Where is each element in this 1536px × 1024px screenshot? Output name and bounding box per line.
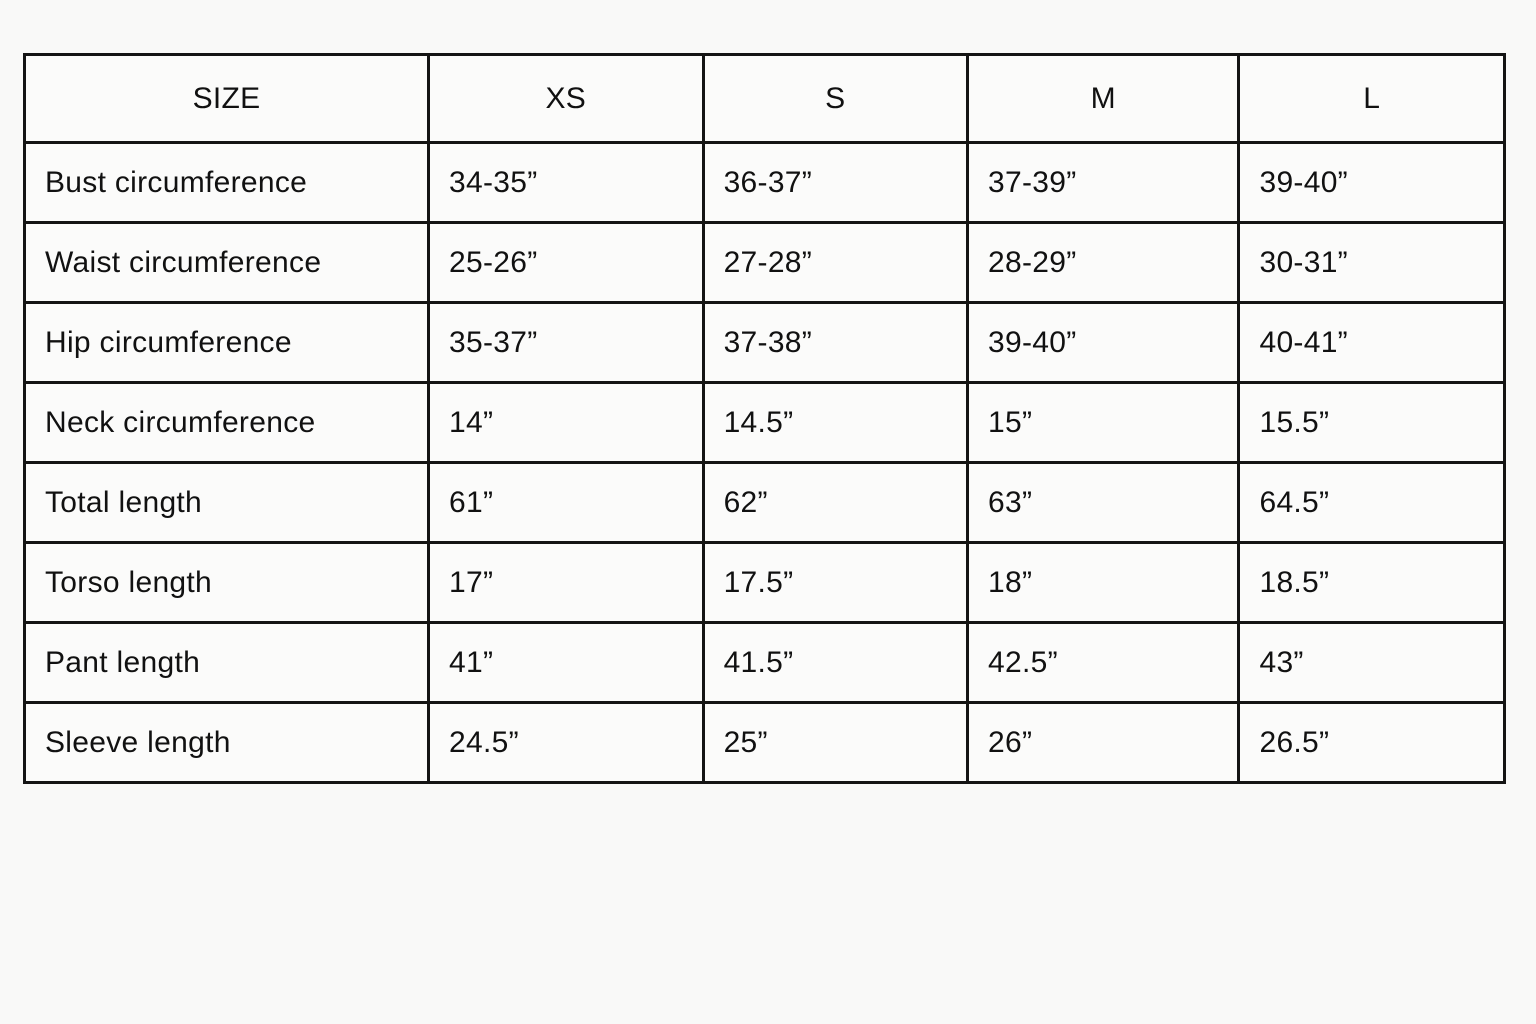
row-label: Bust circumference bbox=[25, 143, 429, 223]
row-label: Hip circumference bbox=[25, 303, 429, 383]
size-value-cell: 26” bbox=[968, 703, 1239, 783]
table-row bbox=[25, 703, 1505, 783]
header-row bbox=[25, 55, 1505, 143]
size-value-cell: 64.5” bbox=[1239, 463, 1505, 543]
size-value-cell: 18.5” bbox=[1239, 543, 1505, 623]
size-value-cell: 37-39” bbox=[968, 143, 1239, 223]
size-value-cell: 35-37” bbox=[429, 303, 704, 383]
size-value-cell: 36-37” bbox=[703, 143, 967, 223]
size-value-cell: 14.5” bbox=[703, 383, 967, 463]
size-value-cell: 18” bbox=[968, 543, 1239, 623]
table-row bbox=[25, 143, 1505, 223]
column-header-m: M bbox=[968, 55, 1239, 143]
size-value-cell: 25-26” bbox=[429, 223, 704, 303]
size-value-cell: 27-28” bbox=[703, 223, 967, 303]
size-value-cell: 61” bbox=[429, 463, 704, 543]
table-row bbox=[25, 303, 1505, 383]
row-label: Neck circumference bbox=[25, 383, 429, 463]
size-value-cell: 24.5” bbox=[429, 703, 704, 783]
size-value-cell: 63” bbox=[968, 463, 1239, 543]
row-label: Sleeve length bbox=[25, 703, 429, 783]
size-value-cell: 37-38” bbox=[703, 303, 967, 383]
size-value-cell: 62” bbox=[703, 463, 967, 543]
size-value-cell: 40-41” bbox=[1239, 303, 1505, 383]
size-value-cell: 15” bbox=[968, 383, 1239, 463]
size-chart-table bbox=[23, 53, 1506, 784]
size-value-cell: 17.5” bbox=[703, 543, 967, 623]
table-row bbox=[25, 223, 1505, 303]
size-value-cell: 39-40” bbox=[968, 303, 1239, 383]
size-value-cell: 41” bbox=[429, 623, 704, 703]
column-header-xs: XS bbox=[429, 55, 704, 143]
row-label: Torso length bbox=[25, 543, 429, 623]
column-header-s: S bbox=[703, 55, 967, 143]
size-value-cell: 34-35” bbox=[429, 143, 704, 223]
size-value-cell: 28-29” bbox=[968, 223, 1239, 303]
size-chart bbox=[23, 53, 1506, 784]
table-row bbox=[25, 383, 1505, 463]
size-value-cell: 42.5” bbox=[968, 623, 1239, 703]
row-label: Total length bbox=[25, 463, 429, 543]
size-value-cell: 17” bbox=[429, 543, 704, 623]
row-label: Waist circumference bbox=[25, 223, 429, 303]
column-header-size: SIZE bbox=[25, 55, 429, 143]
size-value-cell: 30-31” bbox=[1239, 223, 1505, 303]
size-value-cell: 14” bbox=[429, 383, 704, 463]
size-value-cell: 41.5” bbox=[703, 623, 967, 703]
row-label: Pant length bbox=[25, 623, 429, 703]
size-value-cell: 43” bbox=[1239, 623, 1505, 703]
table-row bbox=[25, 463, 1505, 543]
size-value-cell: 15.5” bbox=[1239, 383, 1505, 463]
table-row bbox=[25, 623, 1505, 703]
column-header-l: L bbox=[1239, 55, 1505, 143]
size-value-cell: 26.5” bbox=[1239, 703, 1505, 783]
size-value-cell: 25” bbox=[703, 703, 967, 783]
size-value-cell: 39-40” bbox=[1239, 143, 1505, 223]
table-row bbox=[25, 543, 1505, 623]
